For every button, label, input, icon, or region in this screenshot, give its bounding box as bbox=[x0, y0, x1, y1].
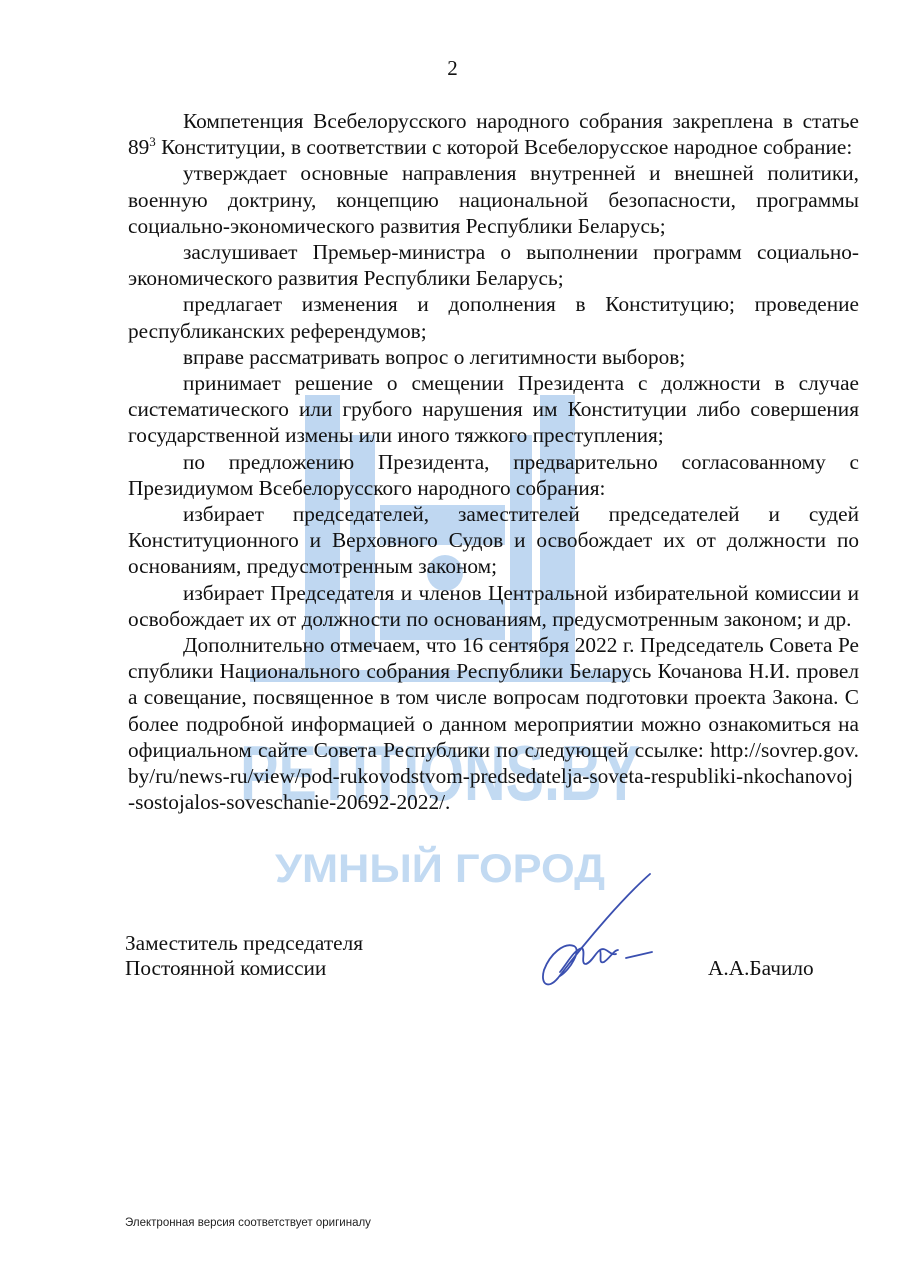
watermark-sub-text: УМНЫЙ ГОРОД bbox=[275, 847, 580, 891]
watermark-main-text: PETITIONS.BY bbox=[240, 729, 640, 817]
paragraph-elections: вправе рассматривать вопрос о легитимности выборов; bbox=[183, 344, 686, 369]
signatory-name: А.А.Бачило bbox=[708, 956, 814, 980]
paragraph-policy: утверждает основные направления внутренней и внешней политики, военную доктрину, концепцию национальной безопасности, программы социально-экономического развития Республики Беларусь; bbox=[128, 161, 859, 238]
letter-body bbox=[128, 108, 859, 815]
paragraph-courts: избирает председателей, заместителей председателей и судей Конституционного и Верховного Судов и освобождает их от должности по основаниям, предусмотренным законом; bbox=[128, 502, 859, 579]
footer-note: Электронная версия соответствует оригиналу bbox=[125, 1217, 371, 1229]
paragraph-constitution: предлагает изменения и дополнения в Конституцию; проведение республиканских референдумов; bbox=[128, 292, 859, 343]
paragraph-meeting: Дополнительно отмечаем, что 16 сентября 2022 г. Председатель Совета Республики Национального собрания Республики Беларусь Кочанова Н.И. провела совещание, посвященное в том числе вопросам подготовки проекта Закона. С более подробной информацией о данном мероприятии можно ознакомиться на официальном сайте Совета Республики по следующей ссылке: http://sovrep.gov.by/ru/news-ru/view/pod-rukovodstvom-predsedatelja-soveta-respubliki-nkochanovoj-sostojalos-soveschanie-20692-2022/. bbox=[128, 633, 859, 815]
paragraph-prime-minister: заслушивает Премьер-министра о выполнении программ социально-экономического развития Республики Беларусь; bbox=[128, 240, 859, 291]
paragraph-president-removal: принимает решение о смещении Президента с должности в случае систематического или грубого нарушения им Конституции либо совершения государственной измены или иного тяжкого преступления; bbox=[128, 371, 859, 448]
paragraph-president-proposal: по предложению Президента, предварительно согласованному с Президиумом Всебелорусского народного собрания: bbox=[128, 449, 859, 500]
handwritten-signature bbox=[530, 866, 660, 996]
paragraph-election-commission: избирает Председателя и членов Центральной избирательной комиссии и освобождает их от должности по основаниям, предусмотренным законом; и др. bbox=[128, 580, 859, 631]
paragraph-competence: Компетенция Всебелорусского народного собрания закреплена в статье $89^3$ Конституции, в соответствии с которой Всебелорусское народное собрание: bbox=[128, 109, 859, 160]
article-superscript: 3 bbox=[149, 134, 156, 150]
page-number: 2 bbox=[447, 56, 458, 80]
signatory-title: Заместитель председателя Постоянной комиссии bbox=[125, 931, 364, 980]
